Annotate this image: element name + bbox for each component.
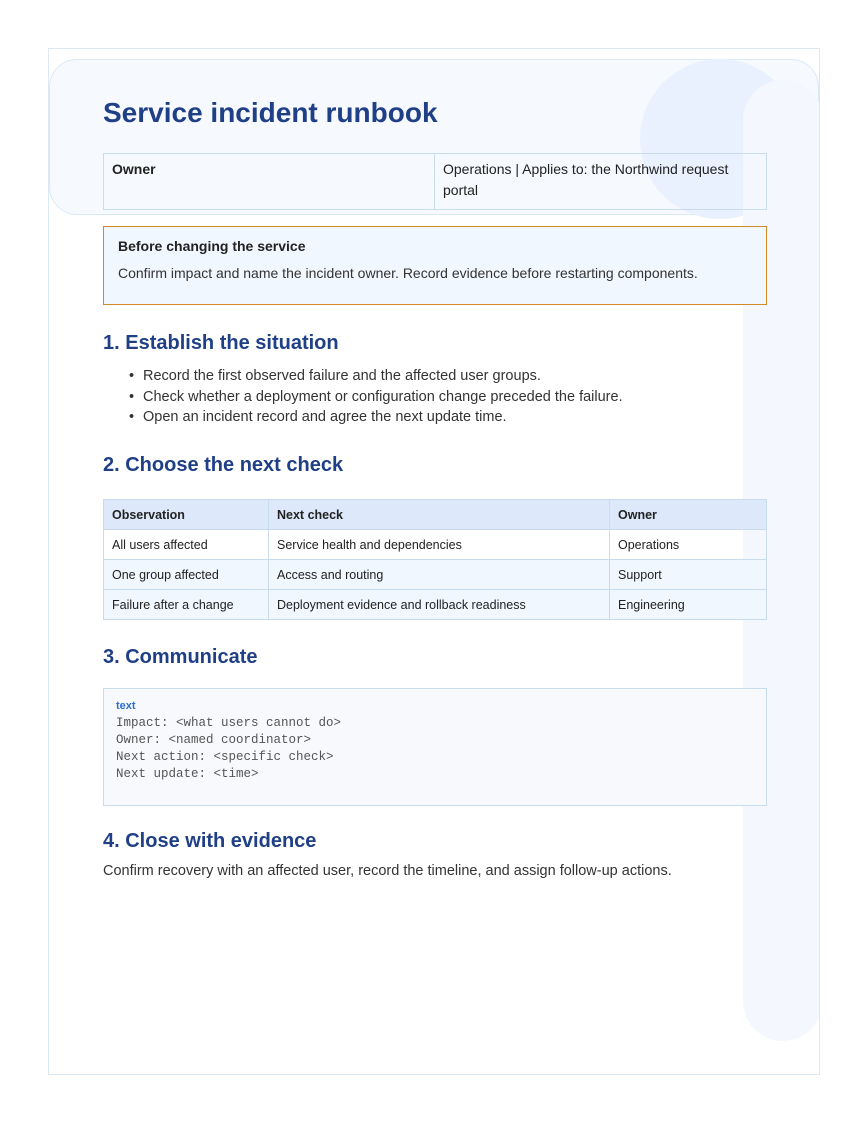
table-cell: Service health and dependencies — [269, 530, 610, 560]
callout-title: Before changing the service — [118, 238, 306, 254]
owner-label: Owner — [104, 154, 435, 210]
communication-template-code-block — [103, 688, 767, 806]
list-item-text: Record the first observed failure and the affected user groups. — [143, 368, 541, 384]
list-item — [103, 387, 623, 408]
table-cell: Engineering — [610, 590, 767, 620]
table-cell: Support — [610, 560, 767, 590]
callout-body: Confirm impact and name the incident owner. Record evidence before restarting components. — [118, 265, 698, 281]
next-check-table — [103, 499, 767, 620]
list-item — [103, 407, 623, 428]
code-line: Owner: <named coordinator> — [116, 733, 312, 747]
column-header-owner: Owner — [610, 500, 767, 530]
warning-callout — [103, 226, 767, 305]
page-title: Service incident runbook — [103, 97, 438, 128]
code-language-label: text — [116, 700, 136, 712]
table-cell: Operations — [610, 530, 767, 560]
column-header-next-check: Next check — [269, 500, 610, 530]
section-heading-next-check: 2. Choose the next check — [103, 454, 344, 476]
situation-bullet-list — [103, 366, 623, 428]
section-heading-establish: 1. Establish the situation — [103, 332, 339, 354]
metadata-table — [103, 153, 767, 210]
table-row — [104, 560, 767, 590]
bullet-icon: • — [129, 409, 135, 425]
bullet-icon: • — [129, 388, 135, 405]
document-page — [48, 48, 820, 1075]
table-cell: Failure after a change — [104, 590, 269, 620]
table-cell: All users affected — [104, 530, 269, 560]
list-item — [103, 366, 623, 387]
table-row — [104, 530, 767, 560]
table-cell: One group affected — [104, 560, 269, 590]
table-cell: Access and routing — [269, 560, 610, 590]
section-heading-communicate: 3. Communicate — [103, 646, 258, 668]
table-row — [104, 590, 767, 620]
code-line: Next update: <time> — [116, 767, 259, 781]
list-item-text: Check whether a deployment or configuration change preceded the failure. — [143, 388, 623, 405]
owner-value: Operations | Applies to: the Northwind request portal — [435, 154, 767, 210]
table-header-row — [104, 500, 767, 530]
bullet-icon: • — [129, 368, 135, 384]
column-header-observation: Observation — [104, 500, 269, 530]
code-line: Next action: <specific check> — [116, 750, 334, 764]
code-line: Impact: <what users cannot do> — [116, 716, 342, 730]
table-cell: Deployment evidence and rollback readiness — [269, 590, 610, 620]
section-heading-close: 4. Close with evidence — [103, 830, 317, 852]
closing-paragraph: Confirm recovery with an affected user, record the timeline, and assign follow-up actions. — [103, 863, 672, 879]
list-item-text: Open an incident record and agree the next update time. — [143, 409, 507, 425]
metadata-row — [104, 154, 767, 210]
